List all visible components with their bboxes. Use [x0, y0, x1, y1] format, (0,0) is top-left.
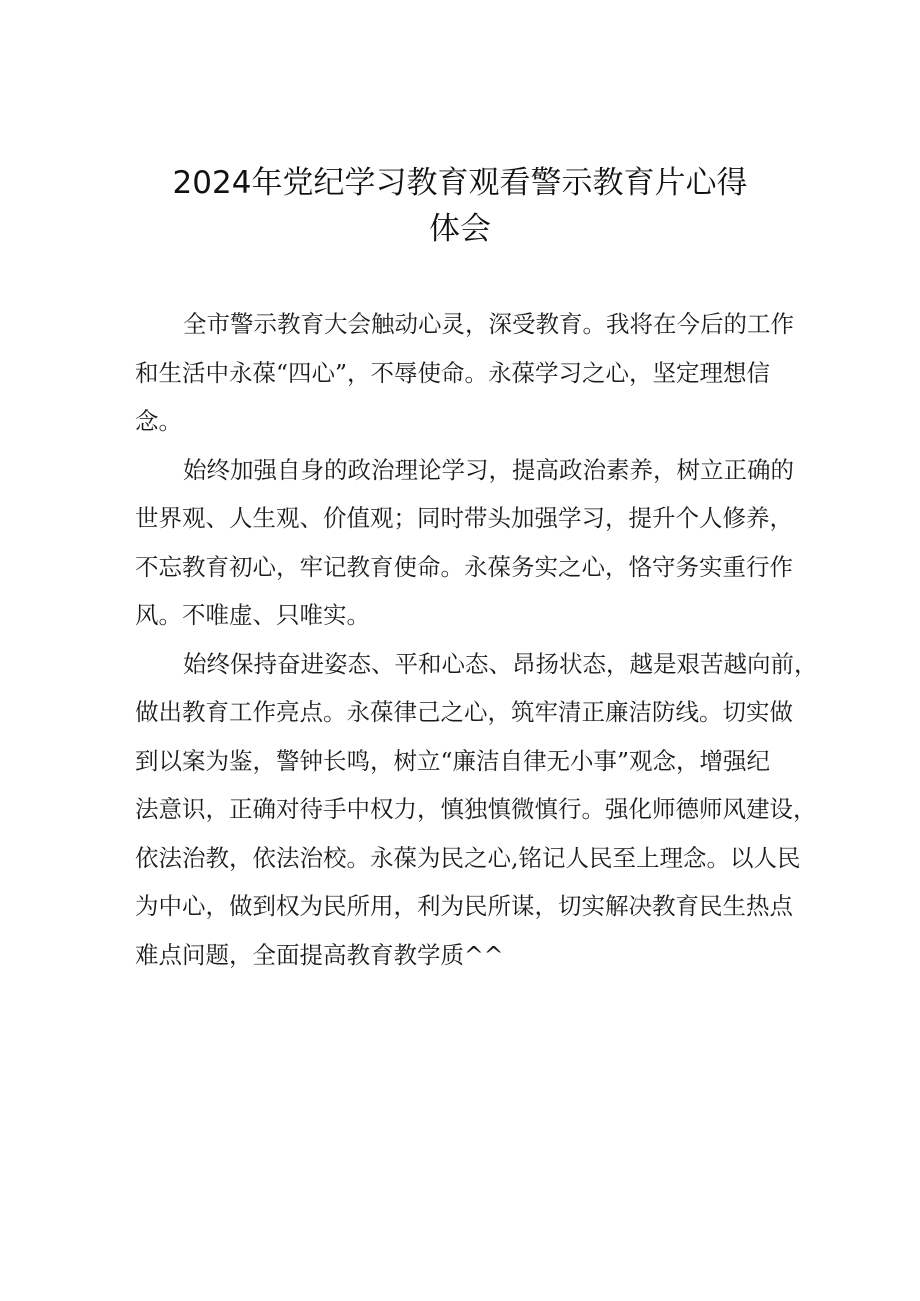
paragraph-line: 做出教育工作亮点。永葆律己之心，筑牢清正廉洁防线。切实做 — [135, 698, 793, 726]
title-line-1: 2024年党纪学习教育观看警示教育片心得 — [172, 165, 748, 201]
paragraph-1 — [135, 300, 795, 446]
paragraph-line: 法意识，正确对待手中权力，慎独慎微慎行。强化师德师风建设， — [135, 795, 817, 823]
paragraph-3 — [135, 640, 818, 980]
paragraph-line: 依法治教，依法治校。永葆为民之心,铭记人民至上理念。以人民 — [135, 843, 801, 872]
document-title — [150, 160, 770, 252]
paragraph-line: 始终加强自身的政治理论学习，提高政治素养，树立正确的 — [183, 455, 794, 484]
paragraph-line: 风。不唯虚、只唯实。 — [135, 601, 370, 629]
paragraph-line: 始终保持奋进姿态、平和心态、昂扬状态，越是艰苦越向前， — [183, 649, 818, 678]
paragraph-line: 难点问题，全面提高教育教学质^^ — [135, 940, 504, 969]
paragraph-line: 全市警示教育大会触动心灵，深受教育。我将在今后的工作 — [183, 310, 794, 338]
paragraph-line: 和生活中永葆“四心”，不辱使命。永葆学习之心，坚定理想信 — [135, 358, 771, 387]
paragraph-line: 世界观、人生观、价值观；同时带头加强学习，提升个人修养， — [135, 504, 793, 532]
document-body — [135, 300, 818, 979]
title-line-2: 体会 — [429, 211, 491, 247]
paragraph-line: 为中心，做到权为民所用，利为民所谋，切实解决教育民生热点 — [135, 892, 793, 920]
paragraph-line: 不忘教育初心，牢记教育使命。永葆务实之心，恪守务实重行作 — [135, 552, 793, 581]
paragraph-line: 到以案为鉴，警钟长鸣，树立“廉洁自律无小事”观念，增强纪 — [135, 746, 771, 775]
paragraph-2 — [135, 446, 795, 640]
paragraph-line: 念。 — [135, 407, 182, 435]
